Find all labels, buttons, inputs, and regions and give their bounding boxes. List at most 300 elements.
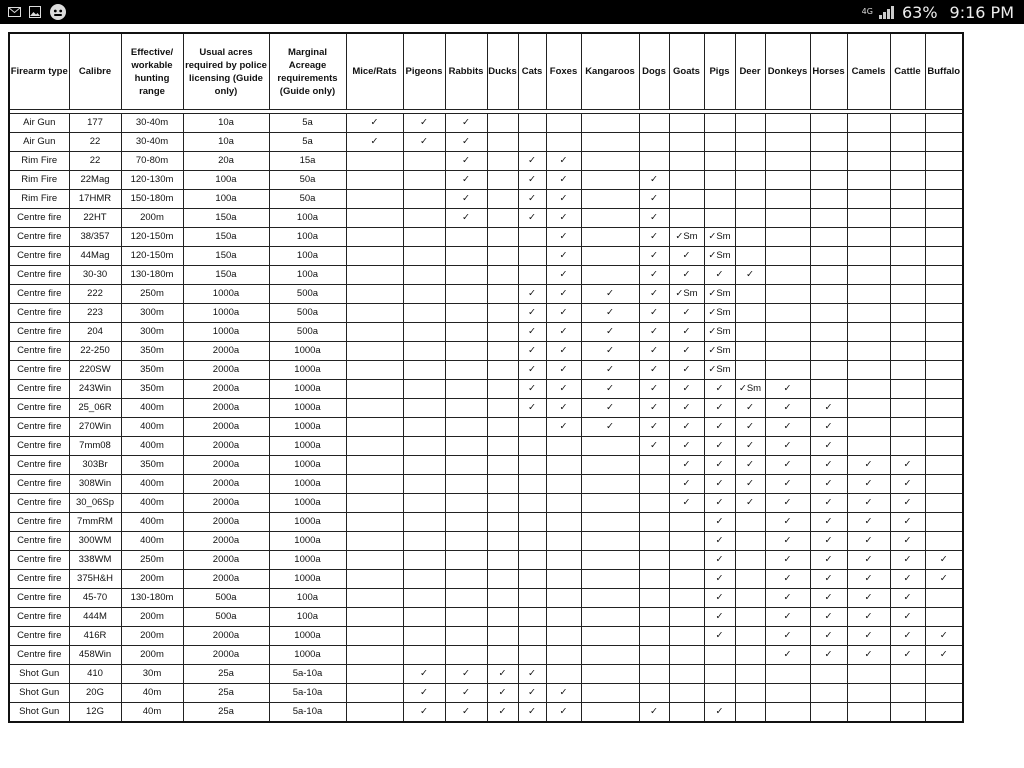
marginal-acreage-cell: 1000a [269,494,346,513]
suitability-cell [765,323,810,342]
suitability-cell [925,247,963,266]
suitability-cell: ✓ [890,570,925,589]
suitability-cell [925,703,963,723]
suitability-cell: ✓ [639,399,669,418]
header-species-deer: Deer [735,33,765,110]
suitability-cell [847,380,890,399]
firearm-type-cell: Centre fire [9,361,69,380]
suitability-cell [581,627,639,646]
suitability-cell [810,209,847,228]
suitability-cell [735,703,765,723]
suitability-cell: ✓ [765,380,810,399]
range-cell: 200m [121,646,183,665]
header-species-camels: Camels [847,33,890,110]
suitability-cell: ✓ [810,494,847,513]
suitability-cell [581,152,639,171]
suitability-cell [704,152,735,171]
network-type: 4G [861,7,873,16]
suitability-cell: ✓ [546,323,581,342]
suitability-cell [735,133,765,152]
suitability-cell: ✓ [669,437,704,456]
usual-acres-cell: 150a [183,209,269,228]
usual-acres-cell: 500a [183,608,269,627]
suitability-cell [810,285,847,304]
suitability-cell [847,228,890,247]
suitability-cell [765,171,810,190]
suitability-cell [847,399,890,418]
suitability-cell [735,342,765,361]
suitability-cell [847,247,890,266]
suitability-cell: ✓Sm [704,304,735,323]
suitability-cell [890,323,925,342]
suitability-cell [445,285,487,304]
suitability-cell [518,114,546,133]
suitability-cell [890,114,925,133]
suitability-cell [445,513,487,532]
suitability-cell [890,152,925,171]
marginal-acreage-cell: 15a [269,152,346,171]
header-species-buffalo: Buffalo [925,33,963,110]
table-row [9,342,963,361]
suitability-cell [403,380,445,399]
range-cell: 200m [121,608,183,627]
suitability-cell [346,494,403,513]
suitability-cell: ✓ [810,532,847,551]
range-cell: 200m [121,209,183,228]
suitability-cell [581,133,639,152]
suitability-cell: ✓ [669,304,704,323]
usual-acres-cell: 2000a [183,342,269,361]
suitability-cell [639,589,669,608]
firearm-type-cell: Centre fire [9,627,69,646]
suitability-cell [765,152,810,171]
suitability-cell [669,190,704,209]
suitability-cell [518,513,546,532]
marginal-acreage-cell: 1000a [269,380,346,399]
suitability-cell [639,475,669,494]
header-marginal-acreage: Marginal Acreage requirements (Guide only) [269,33,346,110]
suitability-cell: ✓ [546,684,581,703]
suitability-cell [581,532,639,551]
suitability-cell [765,665,810,684]
suitability-cell [346,361,403,380]
suitability-cell: ✓ [847,570,890,589]
suitability-cell: ✓ [639,418,669,437]
suitability-cell [487,152,518,171]
table-row [9,399,963,418]
suitability-cell [346,684,403,703]
suitability-cell: ✓ [925,570,963,589]
usual-acres-cell: 2000a [183,627,269,646]
suitability-cell [704,209,735,228]
suitability-cell [403,646,445,665]
suitability-cell [581,266,639,285]
suitability-cell: ✓ [639,342,669,361]
suitability-cell: ✓ [487,684,518,703]
suitability-cell [735,247,765,266]
suitability-cell [925,494,963,513]
firearm-type-cell: Centre fire [9,380,69,399]
suitability-cell [487,228,518,247]
suitability-cell: ✓ [669,456,704,475]
marginal-acreage-cell: 500a [269,285,346,304]
table-row [9,437,963,456]
suitability-cell [546,513,581,532]
calibre-cell: 22-250 [69,342,121,361]
suitability-cell: ✓ [403,684,445,703]
suitability-cell: ✓ [581,399,639,418]
header-firearm-type: Firearm type [9,33,69,110]
range-cell: 40m [121,684,183,703]
suitability-cell [346,627,403,646]
suitability-cell: ✓ [518,323,546,342]
calibre-cell: 410 [69,665,121,684]
suitability-cell: ✓ [445,684,487,703]
suitability-cell [445,646,487,665]
suitability-cell [487,323,518,342]
suitability-cell: ✓ [445,152,487,171]
calibre-cell: 22 [69,152,121,171]
suitability-cell [925,114,963,133]
suitability-cell: ✓ [704,266,735,285]
suitability-cell [735,285,765,304]
suitability-cell [810,247,847,266]
suitability-cell [735,570,765,589]
suitability-cell [810,665,847,684]
calibre-cell: 458Win [69,646,121,665]
suitability-cell [735,589,765,608]
suitability-cell [445,247,487,266]
range-cell: 300m [121,323,183,342]
suitability-cell [581,475,639,494]
system-indicators [862,3,1024,22]
suitability-cell [735,513,765,532]
header-species-cats: Cats [518,33,546,110]
calibre-cell: 300WM [69,532,121,551]
calibre-cell: 22 [69,133,121,152]
suitability-cell: ✓ [546,247,581,266]
suitability-cell: ✓Sm [704,228,735,247]
suitability-cell [487,304,518,323]
suitability-cell [639,532,669,551]
suitability-cell: ✓ [925,646,963,665]
suitability-cell [890,266,925,285]
table-row [9,665,963,684]
suitability-cell: ✓ [765,627,810,646]
marginal-acreage-cell: 50a [269,190,346,209]
suitability-cell [810,114,847,133]
suitability-cell [735,551,765,570]
calibre-cell: 7mmRM [69,513,121,532]
table-row [9,570,963,589]
header-range: Effective/ workable hunting range [121,33,183,110]
range-cell: 70-80m [121,152,183,171]
suitability-cell [445,380,487,399]
calibre-cell: 338WM [69,551,121,570]
usual-acres-cell: 1000a [183,285,269,304]
suitability-cell: ✓ [639,171,669,190]
suitability-cell: ✓ [890,646,925,665]
suitability-cell [890,684,925,703]
suitability-cell [925,513,963,532]
suitability-cell: ✓ [810,570,847,589]
suitability-cell [704,646,735,665]
suitability-cell [546,133,581,152]
suitability-cell: ✓ [639,228,669,247]
suitability-cell [346,513,403,532]
marginal-acreage-cell: 5a-10a [269,703,346,723]
suitability-cell [669,608,704,627]
suitability-cell [403,589,445,608]
usual-acres-cell: 1000a [183,323,269,342]
marginal-acreage-cell: 1000a [269,627,346,646]
suitability-cell [810,380,847,399]
suitability-cell [847,209,890,228]
suitability-cell [403,551,445,570]
table-body [9,110,963,723]
mail-icon [8,7,21,17]
suitability-cell [810,342,847,361]
usual-acres-cell: 25a [183,684,269,703]
marginal-acreage-cell: 1000a [269,532,346,551]
suitability-cell [346,589,403,608]
suitability-cell [546,494,581,513]
suitability-cell [925,684,963,703]
usual-acres-cell: 2000a [183,570,269,589]
suitability-cell [735,114,765,133]
marginal-acreage-cell: 1000a [269,342,346,361]
table-row [9,684,963,703]
suitability-cell: ✓ [518,190,546,209]
suitability-cell: ✓ [704,513,735,532]
suitability-cell [765,703,810,723]
suitability-cell: ✓ [487,665,518,684]
suitability-cell [925,152,963,171]
usual-acres-cell: 2000a [183,513,269,532]
suitability-cell: ✓ [765,437,810,456]
suitability-cell: ✓ [847,532,890,551]
suitability-cell [518,589,546,608]
marginal-acreage-cell: 1000a [269,437,346,456]
suitability-cell [765,209,810,228]
suitability-cell [704,665,735,684]
suitability-cell [847,684,890,703]
suitability-cell [735,171,765,190]
suitability-cell [669,589,704,608]
calibre-cell: 22Mag [69,171,121,190]
suitability-cell [518,418,546,437]
suitability-cell [346,570,403,589]
suitability-cell: ✓ [669,361,704,380]
suitability-cell [346,171,403,190]
suitability-cell: ✓ [765,399,810,418]
header-species-dogs: Dogs [639,33,669,110]
range-cell: 400m [121,399,183,418]
clock: 9:16 PM [949,2,1014,22]
suitability-cell [810,266,847,285]
range-cell: 400m [121,437,183,456]
suitability-cell [445,228,487,247]
suitability-cell [403,342,445,361]
suitability-cell [639,551,669,570]
suitability-cell [890,190,925,209]
suitability-cell: ✓ [810,646,847,665]
suitability-cell [403,190,445,209]
suitability-cell [890,342,925,361]
suitability-cell [403,494,445,513]
suitability-cell [639,646,669,665]
suitability-cell: ✓ [890,608,925,627]
suitability-cell [487,646,518,665]
firearm-type-cell: Centre fire [9,608,69,627]
range-cell: 350m [121,361,183,380]
suitability-cell: ✓ [518,361,546,380]
firearm-type-cell: Centre fire [9,646,69,665]
firearm-type-cell: Centre fire [9,456,69,475]
suitability-cell: ✓ [669,475,704,494]
table-row [9,209,963,228]
suitability-cell [925,532,963,551]
suitability-cell [346,209,403,228]
suitability-cell: ✓ [487,703,518,723]
usual-acres-cell: 20a [183,152,269,171]
suitability-cell [346,152,403,171]
suitability-cell [518,532,546,551]
suitability-cell [639,152,669,171]
calibre-cell: 222 [69,285,121,304]
table-row [9,608,963,627]
suitability-cell [346,190,403,209]
suitability-cell [445,589,487,608]
calibre-cell: 30_06Sp [69,494,121,513]
marginal-acreage-cell: 5a [269,133,346,152]
suitability-cell [847,342,890,361]
firearm-type-cell: Centre fire [9,437,69,456]
suitability-cell [765,304,810,323]
suitability-cell: ✓ [639,323,669,342]
range-cell: 400m [121,494,183,513]
suitability-cell: ✓ [810,475,847,494]
usual-acres-cell: 150a [183,228,269,247]
suitability-cell [403,399,445,418]
suitability-cell [735,627,765,646]
suitability-cell [346,703,403,723]
suitability-cell [925,342,963,361]
suitability-cell: ✓ [445,665,487,684]
suitability-cell: ✓ [890,494,925,513]
suitability-cell [704,190,735,209]
header-species-pigeons: Pigeons [403,33,445,110]
suitability-cell: ✓ [847,551,890,570]
suitability-cell [487,114,518,133]
suitability-cell: ✓ [546,209,581,228]
firearm-type-cell: Rim Fire [9,152,69,171]
suitability-cell [581,114,639,133]
range-cell: 30-40m [121,114,183,133]
suitability-cell [639,627,669,646]
suitability-cell [669,684,704,703]
suitability-cell [518,133,546,152]
suitability-cell [546,551,581,570]
calibre-cell: 444M [69,608,121,627]
suitability-cell: ✓ [639,437,669,456]
table-row [9,589,963,608]
suitability-cell: ✓ [546,190,581,209]
suitability-cell: ✓ [704,627,735,646]
suitability-cell [581,646,639,665]
suitability-cell [890,418,925,437]
suitability-cell: ✓ [546,266,581,285]
suitability-cell [546,437,581,456]
table-row [9,513,963,532]
suitability-cell [581,228,639,247]
firearm-type-cell: Centre fire [9,513,69,532]
suitability-cell [639,494,669,513]
suitability-cell: ✓ [765,456,810,475]
suitability-cell: ✓Sm [704,361,735,380]
header-species-rabbits: Rabbits [445,33,487,110]
table-row [9,380,963,399]
suitability-cell [546,475,581,494]
suitability-cell: ✓ [765,475,810,494]
suitability-cell [487,437,518,456]
suitability-cell [346,399,403,418]
range-cell: 350m [121,456,183,475]
suitability-cell [735,209,765,228]
suitability-cell: ✓ [735,494,765,513]
marginal-acreage-cell: 1000a [269,513,346,532]
suitability-cell: ✓ [546,228,581,247]
suitability-cell [518,551,546,570]
suitability-cell: ✓Sm [669,228,704,247]
suitability-cell [487,361,518,380]
calibre-cell: 177 [69,114,121,133]
suitability-cell: ✓ [847,494,890,513]
suitability-cell [403,247,445,266]
suitability-cell [581,171,639,190]
marginal-acreage-cell: 1000a [269,646,346,665]
range-cell: 400m [121,513,183,532]
suitability-cell [487,513,518,532]
suitability-cell [765,247,810,266]
suitability-cell [669,665,704,684]
suitability-cell [445,627,487,646]
marginal-acreage-cell: 500a [269,323,346,342]
suitability-cell [487,627,518,646]
range-cell: 350m [121,342,183,361]
battery-percent: 63% [901,2,938,22]
suitability-cell [346,380,403,399]
suitability-cell: ✓ [890,627,925,646]
suitability-cell [810,171,847,190]
suitability-cell [847,437,890,456]
calibre-cell: 38/357 [69,228,121,247]
usual-acres-cell: 25a [183,703,269,723]
suitability-cell: ✓ [669,323,704,342]
usual-acres-cell: 2000a [183,551,269,570]
suitability-cell: ✓ [704,551,735,570]
table-row [9,304,963,323]
suitability-cell: ✓ [735,418,765,437]
firearm-type-cell: Centre fire [9,532,69,551]
suitability-cell: ✓ [847,456,890,475]
marginal-acreage-cell: 1000a [269,361,346,380]
suitability-cell: ✓ [847,589,890,608]
suitability-cell [445,266,487,285]
suitability-cell: ✓ [704,570,735,589]
table-row [9,703,963,723]
suitability-cell [765,266,810,285]
